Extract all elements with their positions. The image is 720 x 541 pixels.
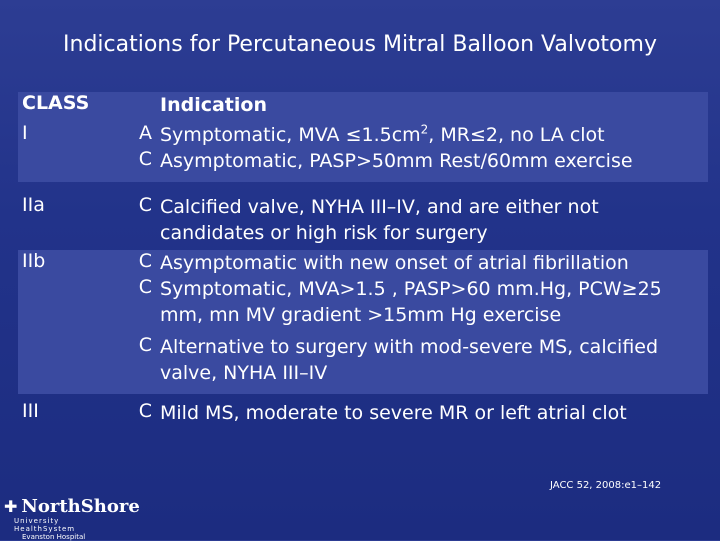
row-text: Asymptomatic with new onset of atrial fibrillation <box>160 252 629 274</box>
row-level: C <box>138 276 152 298</box>
table-row <box>18 148 708 182</box>
row-class: IIb <box>22 250 46 272</box>
northshore-logo: ✚ NorthShore University HealthSystem Evanston Hospital <box>4 496 140 541</box>
table-row <box>18 334 708 394</box>
row-text: Mild MS, moderate to severe MR or left atrial clot <box>160 402 627 424</box>
table-row <box>18 400 708 426</box>
header-class: CLASS <box>22 92 90 114</box>
row-text: Symptomatic, MVA $\le 1.5cm^2$, MR≤2, no LA clot <box>160 122 605 146</box>
indications-table <box>18 92 708 426</box>
row-level: A <box>139 122 152 144</box>
table-row <box>18 276 708 334</box>
table-row <box>18 250 708 276</box>
row-level: C <box>138 148 152 170</box>
table-row <box>18 122 708 148</box>
row-level: C <box>138 334 152 356</box>
header-indication: Indication <box>160 94 267 116</box>
row-class: III <box>22 400 39 422</box>
row-text: Calcified valve, NYHA III–IV, and are either not candidates or high risk for surgery <box>160 196 599 244</box>
row-text: Asymptomatic, PASP>50mm Rest/60mm exercise <box>160 150 633 172</box>
row-class: IIa <box>22 194 45 216</box>
cross-icon: ✚ <box>4 497 18 516</box>
row-level: C <box>138 400 152 422</box>
slide-title: Indications for Percutaneous Mitral Balloon Valvotomy <box>63 32 657 57</box>
citation: JACC 52, 2008:e1–142 <box>550 480 662 491</box>
row-text: Alternative to surgery with mod-severe MS, calcified valve, NYHA III–IV <box>160 336 659 384</box>
row-level: C <box>138 194 152 216</box>
table-row <box>18 194 708 246</box>
row-class: I <box>22 122 28 144</box>
table-header <box>18 92 708 122</box>
row-level: C <box>138 250 152 272</box>
row-text: Symptomatic, MVA>1.5 , PASP>60 mm.Hg, PCW≥25 mm, mn MV gradient >15mm Hg exercise <box>160 278 662 326</box>
